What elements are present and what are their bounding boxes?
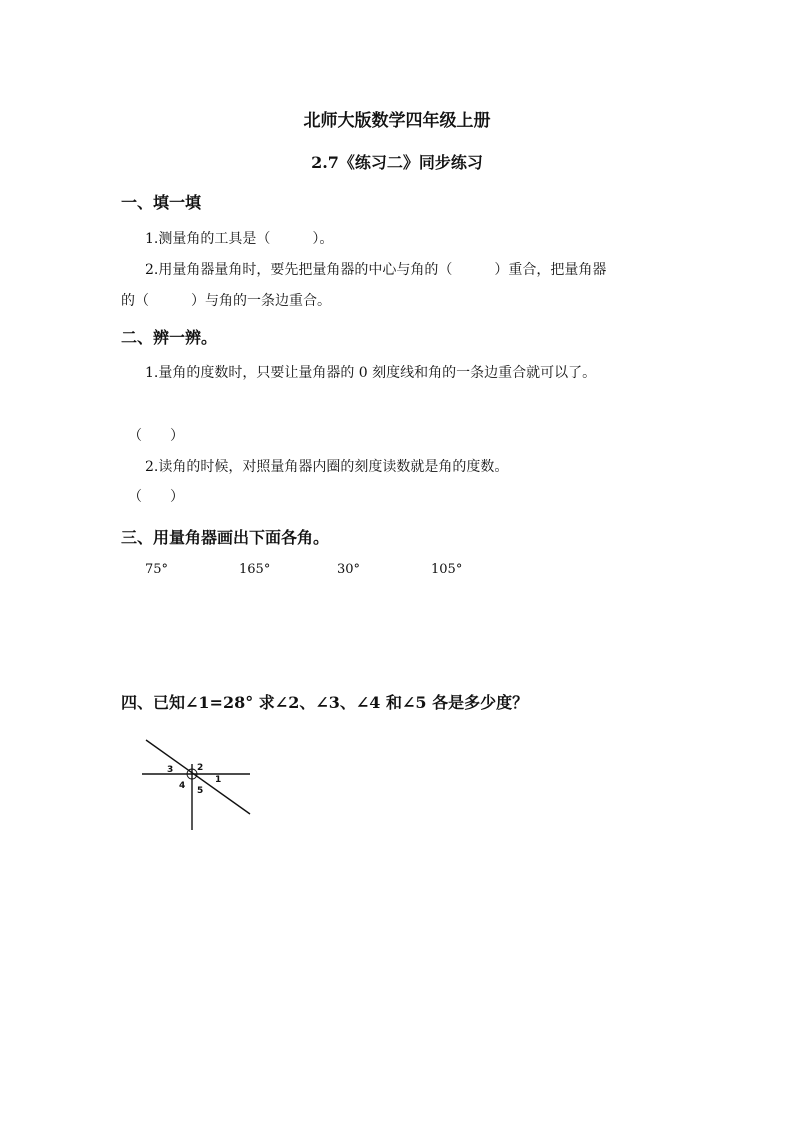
- section-2-answer-2-parens: （ ）: [128, 489, 184, 505]
- section-1-heading: 一、填一填: [121, 193, 202, 212]
- angle-label-3: 3: [167, 765, 174, 775]
- angle-label-4: 4: [179, 781, 186, 791]
- section-1-question-1: 1.测量角的工具是（ ）。: [145, 231, 334, 247]
- angle-105: 105°: [431, 562, 463, 577]
- section-2-question-2: 2.读角的时候，对照量角器内圈的刻度读数就是角的度数。: [145, 459, 509, 475]
- section-2-question-1: 1.量角的度数时，只要让量角器的 0 刻度线和角的一条边重合就可以了。: [145, 365, 597, 381]
- page-title: 北师大版数学四年级上册: [303, 111, 491, 131]
- section-1-question-2-line-1: 2.用量角器量角时，要先把量角器的中心与角的（ ）重合，把量角器: [145, 262, 607, 278]
- angle-label-2: 2: [197, 763, 204, 773]
- angle-75: 75°: [145, 562, 169, 577]
- section-1-question-2-line-2: 的（ ）与角的一条边重合。: [121, 293, 331, 309]
- angle-diagram: [130, 730, 260, 835]
- page-subtitle: 2.7《练习二》同步练习: [311, 153, 483, 172]
- section-3-heading: 三、用量角器画出下面各角。: [121, 528, 330, 547]
- angle-label-1: 1: [215, 775, 222, 785]
- angle-label-5: 5: [197, 786, 204, 796]
- section-2-heading: 二、辨一辨。: [121, 328, 218, 347]
- diagonal-line: [146, 740, 250, 814]
- section-2-answer-1-parens: （ ）: [128, 428, 184, 444]
- section-4-heading: 四、已知∠1=28° 求∠2、∠3、∠4 和∠5 各是多少度？: [121, 693, 529, 712]
- angle-30: 30°: [337, 562, 361, 577]
- angle-165: 165°: [239, 562, 271, 577]
